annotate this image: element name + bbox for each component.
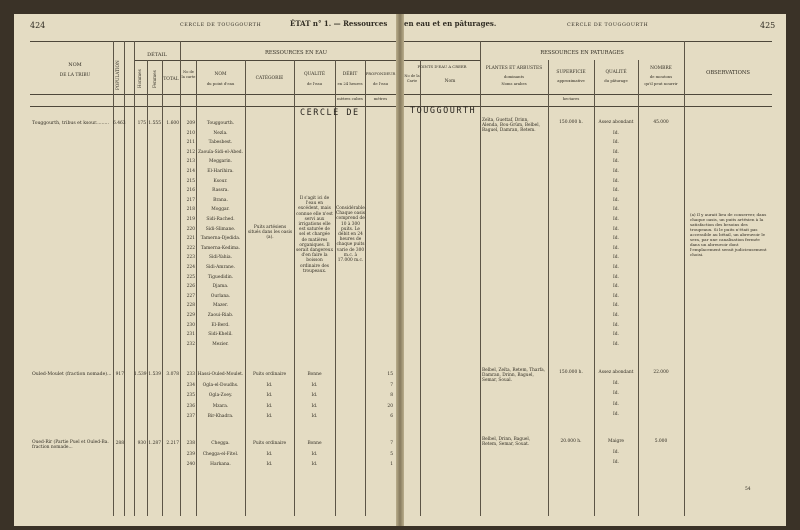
row-no: 230 xyxy=(186,322,195,328)
row-no: 229 xyxy=(186,313,195,318)
right-title: en eau et en pâturages. xyxy=(404,19,497,28)
row-categorie: Puits ordinaire xyxy=(252,372,287,377)
id-repeat: Id. xyxy=(613,303,619,309)
col-line xyxy=(162,60,163,516)
tribe-total: 3.078 xyxy=(166,372,179,377)
hdr-ressources-pat: RESSOURCES EN PATURAGES xyxy=(540,50,624,56)
hdr-population: POPULATION xyxy=(115,60,120,90)
hdr-no-carte-r: No de la Carte xyxy=(404,74,420,83)
row-no: 240 xyxy=(186,462,195,467)
row-no: 224 xyxy=(186,265,195,270)
row-qualite: Id. xyxy=(311,393,318,398)
row-no: 226 xyxy=(186,284,195,290)
row-nom: Touggourth. xyxy=(206,121,235,126)
tribe-total: 1.600 xyxy=(166,121,179,126)
hdr-plantes-sub1: dominants xyxy=(503,74,525,79)
hdr-femmes: Femmes xyxy=(152,70,157,88)
col-line xyxy=(245,60,246,516)
row-nom: Sidi-Rached. xyxy=(206,217,235,222)
id-repeat: Id. xyxy=(613,460,619,465)
row-nom: Meggarin. xyxy=(208,159,233,165)
row-no: 215 xyxy=(186,178,195,184)
row-no: 209 xyxy=(186,121,195,126)
row-profondeur: 7 xyxy=(390,382,393,388)
row-nom: Moggar. xyxy=(211,207,230,213)
row-nom: Sidi-Amrane. xyxy=(206,265,235,270)
row-no: 239 xyxy=(186,451,195,457)
row-no: 219 xyxy=(186,217,195,222)
row-no: 233 xyxy=(186,372,195,377)
qualite-value: Assez abondant xyxy=(598,120,634,125)
rule xyxy=(404,94,772,95)
row-qualite: Id. xyxy=(311,462,318,467)
id-repeat: Id. xyxy=(613,332,619,338)
row-qualite: Id. xyxy=(311,382,318,388)
tribe-population: 6.463 xyxy=(113,121,126,126)
col-line xyxy=(638,60,639,516)
row-no: 214 xyxy=(186,169,195,174)
tribe-femmes: 1.539 xyxy=(148,372,161,377)
hdr-debit: DÉBIT xyxy=(342,72,358,77)
hdr-points: POINTS D'EAU A CREER xyxy=(417,64,467,69)
row-no: 234 xyxy=(186,382,195,388)
row-nom: Tiguedidin. xyxy=(207,274,234,280)
superficie-value: 150.000 h. xyxy=(559,370,583,375)
categorie-note: Puits artésiens situés dans les oasis (a). xyxy=(247,225,293,241)
row-categorie: Id. xyxy=(266,382,273,388)
row-nom: Sidi-Khelil. xyxy=(208,332,233,338)
rule xyxy=(404,60,480,61)
row-nom: Mezier. xyxy=(212,341,229,347)
row-categorie: Id. xyxy=(266,414,273,419)
row-no: 238 xyxy=(186,441,195,446)
id-repeat: Id. xyxy=(613,226,619,232)
row-nom: Ksour. xyxy=(213,178,228,184)
row-nom: Hassi-Ouled-Moulet. xyxy=(197,372,244,377)
hdr-superficie-unit: hectares xyxy=(562,96,580,101)
id-repeat: Id. xyxy=(613,130,619,136)
row-categorie: Id. xyxy=(266,462,273,467)
right-page-number: 425 xyxy=(760,21,776,30)
row-categorie: Id. xyxy=(266,403,273,409)
nombre-value: 45.000 xyxy=(653,120,669,125)
row-qualite: Bonne xyxy=(307,441,322,446)
row-nom: Ourlana. xyxy=(210,293,231,299)
row-nom: El-Berd. xyxy=(211,322,230,328)
hdr-no-carte: No de la carte xyxy=(181,70,196,79)
hdr-superficie: SUPERFICIE xyxy=(556,70,586,75)
row-nom: Rassra. xyxy=(212,188,229,194)
row-no: 210 xyxy=(186,130,195,136)
row-nom: Ogla-el-Doudhs. xyxy=(202,382,239,388)
row-nom: Nezla. xyxy=(213,130,228,136)
row-no: 231 xyxy=(186,332,195,338)
row-no: 216 xyxy=(186,188,195,194)
tribe-name: Oued-Rir (Partie Puel et Ouled-Ba. fraction nomade... xyxy=(32,440,109,451)
row-no: 228 xyxy=(186,303,195,309)
hdr-profondeur-unit: mètres xyxy=(373,96,388,101)
id-repeat: Id. xyxy=(613,274,619,280)
hdr-ressources-eau: RESSOURCES EN EAU xyxy=(264,50,328,56)
id-repeat: Id. xyxy=(613,401,619,407)
col-line xyxy=(147,60,148,516)
row-nom: Bir-Khadra. xyxy=(207,414,234,419)
rule xyxy=(404,41,772,42)
row-no: 235 xyxy=(186,393,195,398)
cercle-right-heading: TOUGGOURTH xyxy=(410,106,477,116)
hdr-nom-r: Nom xyxy=(444,79,456,84)
hdr-profondeur: PROFONDEUR xyxy=(365,71,396,76)
qualite-value: Maigre xyxy=(607,439,625,444)
row-no: 225 xyxy=(186,274,195,280)
left-page-number: 424 xyxy=(30,21,46,30)
id-repeat: Id. xyxy=(613,169,619,174)
hdr-plantes: PLANTES ET ARBUSTES xyxy=(485,66,543,71)
hdr-nom-sub: DE LA TRIBU xyxy=(59,73,91,78)
row-profondeur: 20 xyxy=(387,403,393,409)
row-profondeur: 5 xyxy=(390,451,393,457)
row-no: 211 xyxy=(186,140,195,146)
id-repeat: Id. xyxy=(613,217,619,222)
rule xyxy=(30,41,396,42)
col-line xyxy=(480,41,481,516)
id-repeat: Id. xyxy=(613,284,619,290)
id-repeat: Id. xyxy=(613,313,619,318)
row-no: 221 xyxy=(186,236,195,242)
hdr-nom-point: NOM xyxy=(214,72,227,77)
row-qualite: Id. xyxy=(311,403,318,409)
superficie-value: 150.000 h. xyxy=(559,120,583,125)
observation-note: (a) Il y aurait lieu de conserver, dans chaque oasis, un puits artésien à la satisfaction des besoins des troupeaux. Si le puits n'était pas accessible au bétail, un abreuvoir le sera, par une canalisation fermée dans un abreuvoir dont l'emplacement serait judicieusement choisi. xyxy=(690,212,767,257)
tribe-population: 917 xyxy=(115,372,124,377)
row-profondeur: 1 xyxy=(390,462,393,467)
hdr-qualite-r-sub: du pâturage xyxy=(604,78,628,83)
hdr-debit-unit: mètres cubes xyxy=(337,96,363,101)
row-no: 227 xyxy=(186,293,195,299)
hdr-hommes: Hommes xyxy=(137,69,142,88)
id-repeat: Id. xyxy=(613,197,619,203)
row-nom: Zaoui-Riab. xyxy=(207,313,234,318)
row-nom: Brana. xyxy=(213,197,228,203)
hdr-qualite-r: QUALITÉ xyxy=(605,70,627,75)
row-no: 218 xyxy=(186,207,195,213)
row-no: 212 xyxy=(186,149,195,155)
plantes-list: Belbel, Drinn, Baguel, Retem, Semar, Souat. xyxy=(482,437,531,448)
row-nom: Mzara. xyxy=(212,403,229,409)
id-repeat: Id. xyxy=(613,188,619,194)
plantes-list: Belbel, Zeïta, Retem, Tharfa, Damran, Drinn, Baguel, Semar, Soual. xyxy=(482,368,546,384)
tribe-hommes: 175 xyxy=(137,121,146,126)
id-repeat: Id. xyxy=(613,341,619,347)
hdr-qualite: QUALITÉ xyxy=(303,72,326,77)
hdr-observations: OBSERVATIONS xyxy=(706,70,750,76)
tribe-hommes: 1.539 xyxy=(134,372,147,377)
hdr-nom: NOM xyxy=(68,62,82,68)
plantes-list: Zeïta, Guettaf, Drinn, Alenda, Bou-Grüm, Belbel, Baguel, Damran, Retem. xyxy=(482,118,540,134)
row-no: 222 xyxy=(186,245,195,251)
col-line xyxy=(548,60,549,516)
hdr-nombre: NOMBRE xyxy=(650,66,672,71)
book-gutter xyxy=(396,14,404,526)
id-repeat: Id. xyxy=(613,293,619,299)
left-title: ÉTAT n° 1. — Ressources xyxy=(290,19,388,28)
id-repeat: Id. xyxy=(613,236,619,242)
footer-number: 54 xyxy=(745,487,751,492)
rule xyxy=(30,106,396,107)
row-qualite: Id. xyxy=(311,414,318,419)
id-repeat: Id. xyxy=(613,265,619,270)
id-repeat: Id. xyxy=(613,159,619,165)
row-qualite: Id. xyxy=(311,451,318,457)
id-repeat: Id. xyxy=(613,322,619,328)
hdr-nom-point-sub: du point d'eau xyxy=(206,81,235,86)
col-line xyxy=(294,60,295,516)
row-nom: Sidi-Yahia. xyxy=(208,255,233,261)
row-qualite: Bonne xyxy=(307,372,322,377)
id-repeat: Id. xyxy=(613,255,619,261)
id-repeat: Id. xyxy=(613,412,619,417)
row-no: 232 xyxy=(186,341,195,347)
tribe-hommes: 930 xyxy=(137,441,146,446)
tribe-name: Ouled-Moulet (fraction nomade)... xyxy=(32,372,112,377)
id-repeat: Id. xyxy=(613,245,619,251)
tribe-femmes: 1.555 xyxy=(148,121,161,126)
hdr-detail: DÉTAIL xyxy=(147,52,167,58)
row-nom: Mazer. xyxy=(212,303,229,309)
row-no: 217 xyxy=(186,197,195,203)
row-categorie: Id. xyxy=(266,451,273,457)
row-nom: Zaouïa-Sidi-el-Abed. xyxy=(197,149,244,155)
tribe-femmes: 1.287 xyxy=(148,441,161,446)
id-repeat: Id. xyxy=(613,207,619,213)
col-line xyxy=(124,41,125,516)
row-no: 236 xyxy=(186,403,195,409)
col-line xyxy=(420,60,421,516)
row-no: 213 xyxy=(186,159,195,165)
row-nom: Sidi-Slimane. xyxy=(205,226,236,232)
row-profondeur: 15 xyxy=(387,372,393,377)
hdr-debit-sub: en 24 heures xyxy=(337,81,363,86)
tribe-total: 2.217 xyxy=(166,441,179,446)
id-repeat: Id. xyxy=(613,149,619,155)
hdr-qualite-sub: de l'eau xyxy=(306,81,323,86)
row-no: 237 xyxy=(186,414,195,419)
hdr-categorie: CATÉGORIE xyxy=(255,76,284,81)
row-nom: Djama. xyxy=(212,284,229,290)
row-profondeur: 6 xyxy=(390,414,393,419)
cercle-left-heading: CERCLE DE xyxy=(300,108,360,118)
row-profondeur: 7 xyxy=(390,441,393,446)
row-profondeur: 8 xyxy=(390,393,393,398)
id-repeat: Id. xyxy=(613,380,619,386)
row-nom: Tamerna-Djedida. xyxy=(200,236,241,242)
col-line xyxy=(365,60,366,516)
row-nom: Chegga-el-Fitel. xyxy=(202,451,239,457)
hdr-nombre-sub2: qu'il peut nourrir xyxy=(644,81,678,86)
id-repeat: Id. xyxy=(613,391,619,396)
id-repeat: Id. xyxy=(613,178,619,184)
hdr-total: TOTAL xyxy=(163,77,179,82)
col-line xyxy=(684,41,685,516)
row-nom: Harkana. xyxy=(210,462,231,467)
rule xyxy=(30,94,396,95)
right-running-head: CERCLE DE TOUGGOURTH xyxy=(567,23,649,28)
qualite-note: Il s'agit ici de l'eau en excédent, mais connue elle n'est servi aux irrigations elle est saturée de sel et chargée de matières organiques. Il serait dangereux d'en faire la boisson ordinaire des troupeaux. xyxy=(296,196,333,274)
nombre-value: 22.000 xyxy=(653,370,669,375)
id-repeat: Id. xyxy=(613,140,619,146)
hdr-plantes-sub2: Noms arabes xyxy=(501,81,527,86)
rule xyxy=(134,60,396,61)
col-line xyxy=(335,60,336,516)
superficie-value: 20.000 h. xyxy=(560,439,582,444)
debit-note: Considérable. Chaque oasis comprend de 10 à 300 puits. Le débit en 24 heures de chaque puits varie de 300 m.c. à 17.000 m.c. xyxy=(336,206,367,264)
row-categorie: Id. xyxy=(266,393,273,398)
row-nom: Tabesbest. xyxy=(208,140,233,146)
row-nom: Tamerna-Kedima. xyxy=(200,245,241,251)
left-running-head: CERCLE DE TOUGGOURTH xyxy=(180,23,262,28)
tribe-name: Touggourth, tribus et ksour......... xyxy=(32,121,109,126)
row-no: 220 xyxy=(186,226,195,232)
row-nom: El-Harihira. xyxy=(207,169,234,174)
row-nom: Ogla-Zoey. xyxy=(208,393,233,398)
id-repeat: Id. xyxy=(613,449,619,455)
row-no: 223 xyxy=(186,255,195,261)
qualite-value: Assez abondant xyxy=(598,370,634,375)
tribe-population: 288 xyxy=(115,441,124,446)
row-categorie: Puits ordinaire xyxy=(252,441,287,446)
hdr-nombre-sub1: de moutons xyxy=(649,74,673,79)
hdr-profondeur-sub: de l'eau xyxy=(372,81,389,86)
row-nom: Chegga. xyxy=(211,441,230,446)
nombre-value: 5.000 xyxy=(654,439,668,444)
hdr-superficie-sub: approximative xyxy=(557,78,585,83)
